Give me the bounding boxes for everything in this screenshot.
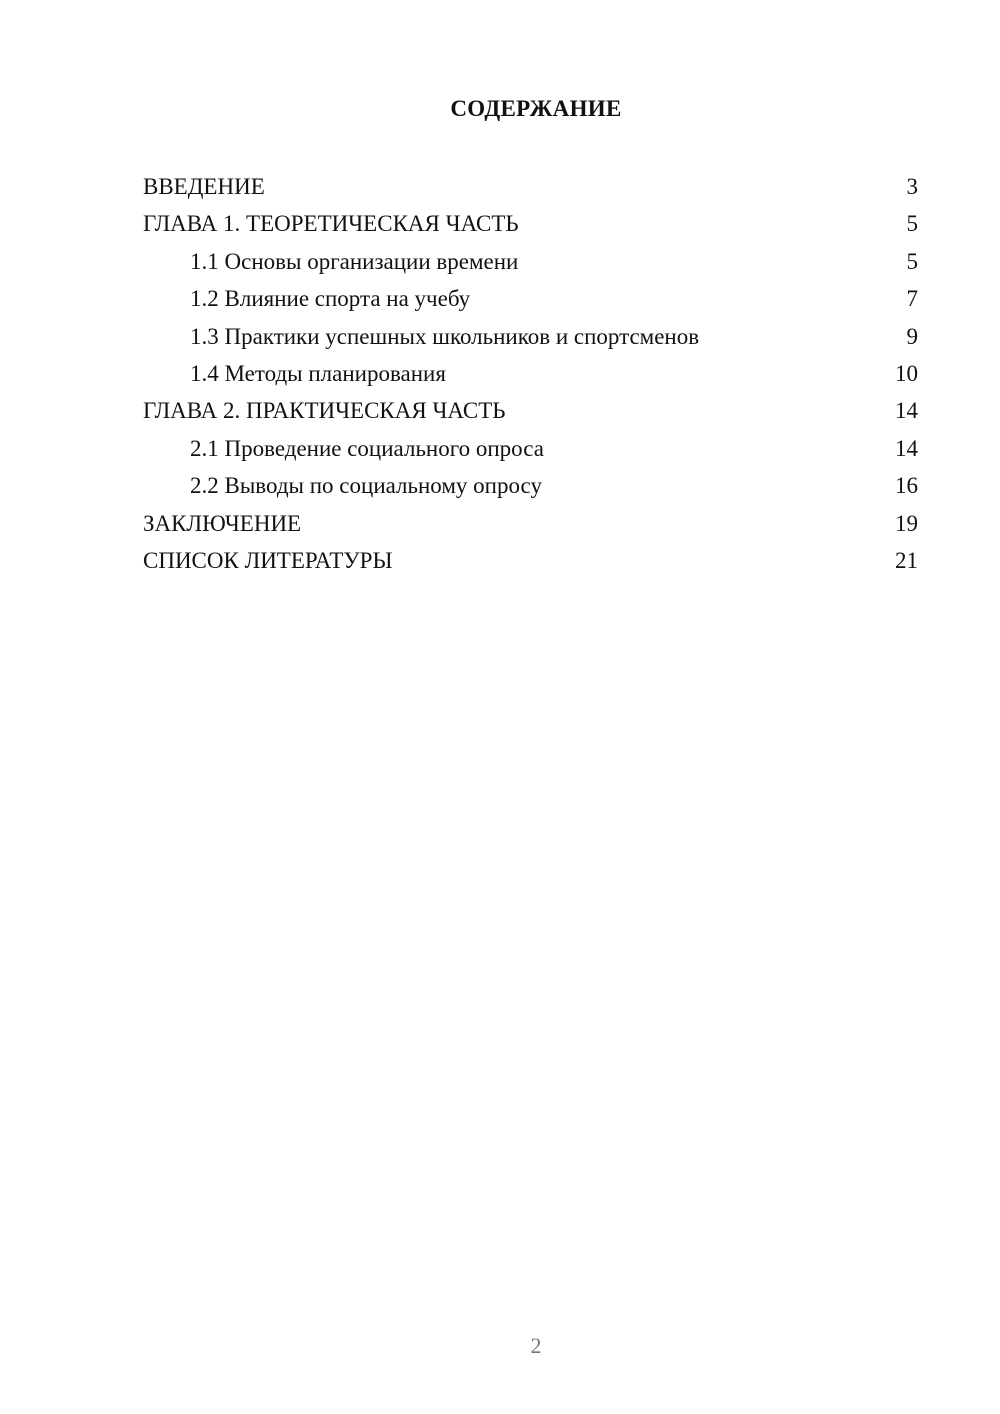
toc-entry-page: 14: [895, 398, 918, 424]
toc-entry-page: 7: [906, 286, 918, 312]
toc-entry-label: ВВЕДЕНИЕ: [143, 174, 265, 199]
page-number: 2: [530, 1333, 542, 1358]
toc-entry-section-1-1: [143, 243, 918, 280]
toc-entry-page: 14: [895, 435, 918, 461]
toc-entry-page: 3: [906, 174, 918, 199]
toc-entry-label: ГЛАВА 1. ТЕОРЕТИЧЕСКАЯ ЧАСТЬ: [143, 211, 519, 237]
toc-entry-section-2-1: [143, 430, 918, 467]
toc-entry-page: 5: [906, 248, 918, 274]
toc-entry-page: 19: [895, 510, 918, 536]
toc-entry-page: 10: [895, 360, 918, 386]
toc-entry-label: 2.1 Проведение социального опроса: [190, 435, 544, 461]
toc-entry-section-1-2: [143, 280, 918, 317]
toc-entry-section-2-2: [143, 467, 918, 504]
toc-entry-introduction: [143, 168, 918, 205]
toc-entry-references: [143, 542, 918, 579]
toc-entry-label: 1.3 Практики успешных школьников и спортсменов: [190, 323, 700, 349]
toc-entry-page: 9: [906, 323, 918, 349]
toc-entry-section-1-3: [143, 318, 918, 355]
toc-entry-page: 5: [906, 211, 918, 237]
toc-entry-chapter-1: [143, 205, 918, 242]
toc-entry-label: 1.1 Основы организации времени: [190, 248, 519, 274]
toc-title: СОДЕРЖАНИЕ: [450, 96, 622, 121]
toc-entry-label: ЗАКЛЮЧЕНИЕ: [143, 510, 302, 536]
toc-entry-conclusion: [143, 505, 918, 542]
toc-entry-label: 1.4 Методы планирования: [190, 360, 446, 386]
toc-entry-section-1-4: [143, 355, 918, 392]
toc-entry-label: СПИСОК ЛИТЕРАТУРЫ: [143, 547, 393, 573]
toc-entry-label: 2.2 Выводы по социальному опросу: [190, 473, 542, 499]
toc-entry-page: 16: [895, 473, 918, 499]
toc-entry-page: 21: [895, 547, 918, 573]
toc-entry-label: 1.2 Влияние спорта на учебу: [190, 286, 471, 312]
table-of-contents: [143, 168, 918, 579]
toc-entry-chapter-2: [143, 392, 918, 429]
toc-entry-label: ГЛАВА 2. ПРАКТИЧЕСКАЯ ЧАСТЬ: [143, 398, 506, 424]
